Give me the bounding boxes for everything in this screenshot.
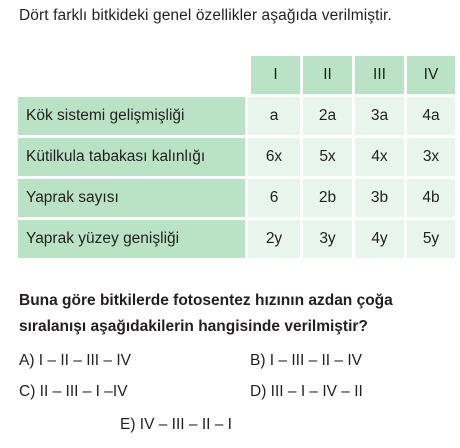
table-cell: a <box>248 97 300 138</box>
table-row <box>18 179 455 220</box>
column-header-iii: III <box>352 56 404 97</box>
table-cell: 4a <box>404 97 455 138</box>
table-cell: 3x <box>404 138 455 179</box>
table-cell: 5y <box>404 220 455 261</box>
table-cell: 6 <box>248 179 300 220</box>
table-cell: 2a <box>300 97 352 138</box>
table-corner <box>18 56 248 97</box>
table-cell: 2b <box>300 179 352 220</box>
option-b[interactable]: B) I – III – II – IV <box>250 352 362 369</box>
option-c[interactable]: C) II – III – I –IV <box>19 383 128 400</box>
table-cell: 3y <box>300 220 352 261</box>
table-header-row <box>18 56 455 97</box>
table-cell: 4y <box>352 220 404 261</box>
data-table <box>18 56 455 261</box>
table-cell: 3b <box>352 179 404 220</box>
row-label: Kök sistemi gelişmişliği <box>18 97 248 138</box>
question-line-2: sıralanışı aşağıdakilerin hangisinde verilmiştir? <box>19 318 368 335</box>
row-label: Yaprak sayısı <box>18 179 248 220</box>
table-cell: 6x <box>248 138 300 179</box>
column-header-ii: II <box>300 56 352 97</box>
column-header-i: I <box>248 56 300 97</box>
table-cell: 4b <box>404 179 455 220</box>
table-cell: 5x <box>300 138 352 179</box>
table-row <box>18 138 455 179</box>
table-row <box>18 220 455 261</box>
option-a[interactable]: A) I – II – III – IV <box>19 352 131 369</box>
table-row <box>18 97 455 138</box>
row-label: Yaprak yüzey genişliği <box>18 220 248 261</box>
question-line-1: Buna göre bitkilerde fotosentez hızının azdan çoğa <box>19 292 393 309</box>
column-header-iv: IV <box>404 56 455 97</box>
table-cell: 3a <box>352 97 404 138</box>
option-e[interactable]: E) IV – III – II – I <box>120 416 232 433</box>
table-cell: 4x <box>352 138 404 179</box>
option-d[interactable]: D) III – I – IV – II <box>250 383 363 400</box>
table-cell: 2y <box>248 220 300 261</box>
row-label: Kütilkula tabakası kalınlığı <box>18 138 248 179</box>
intro-text: Dört farklı bitkideki genel özellikler aşağıda verilmiştir. <box>19 7 392 24</box>
question-text <box>19 288 449 340</box>
